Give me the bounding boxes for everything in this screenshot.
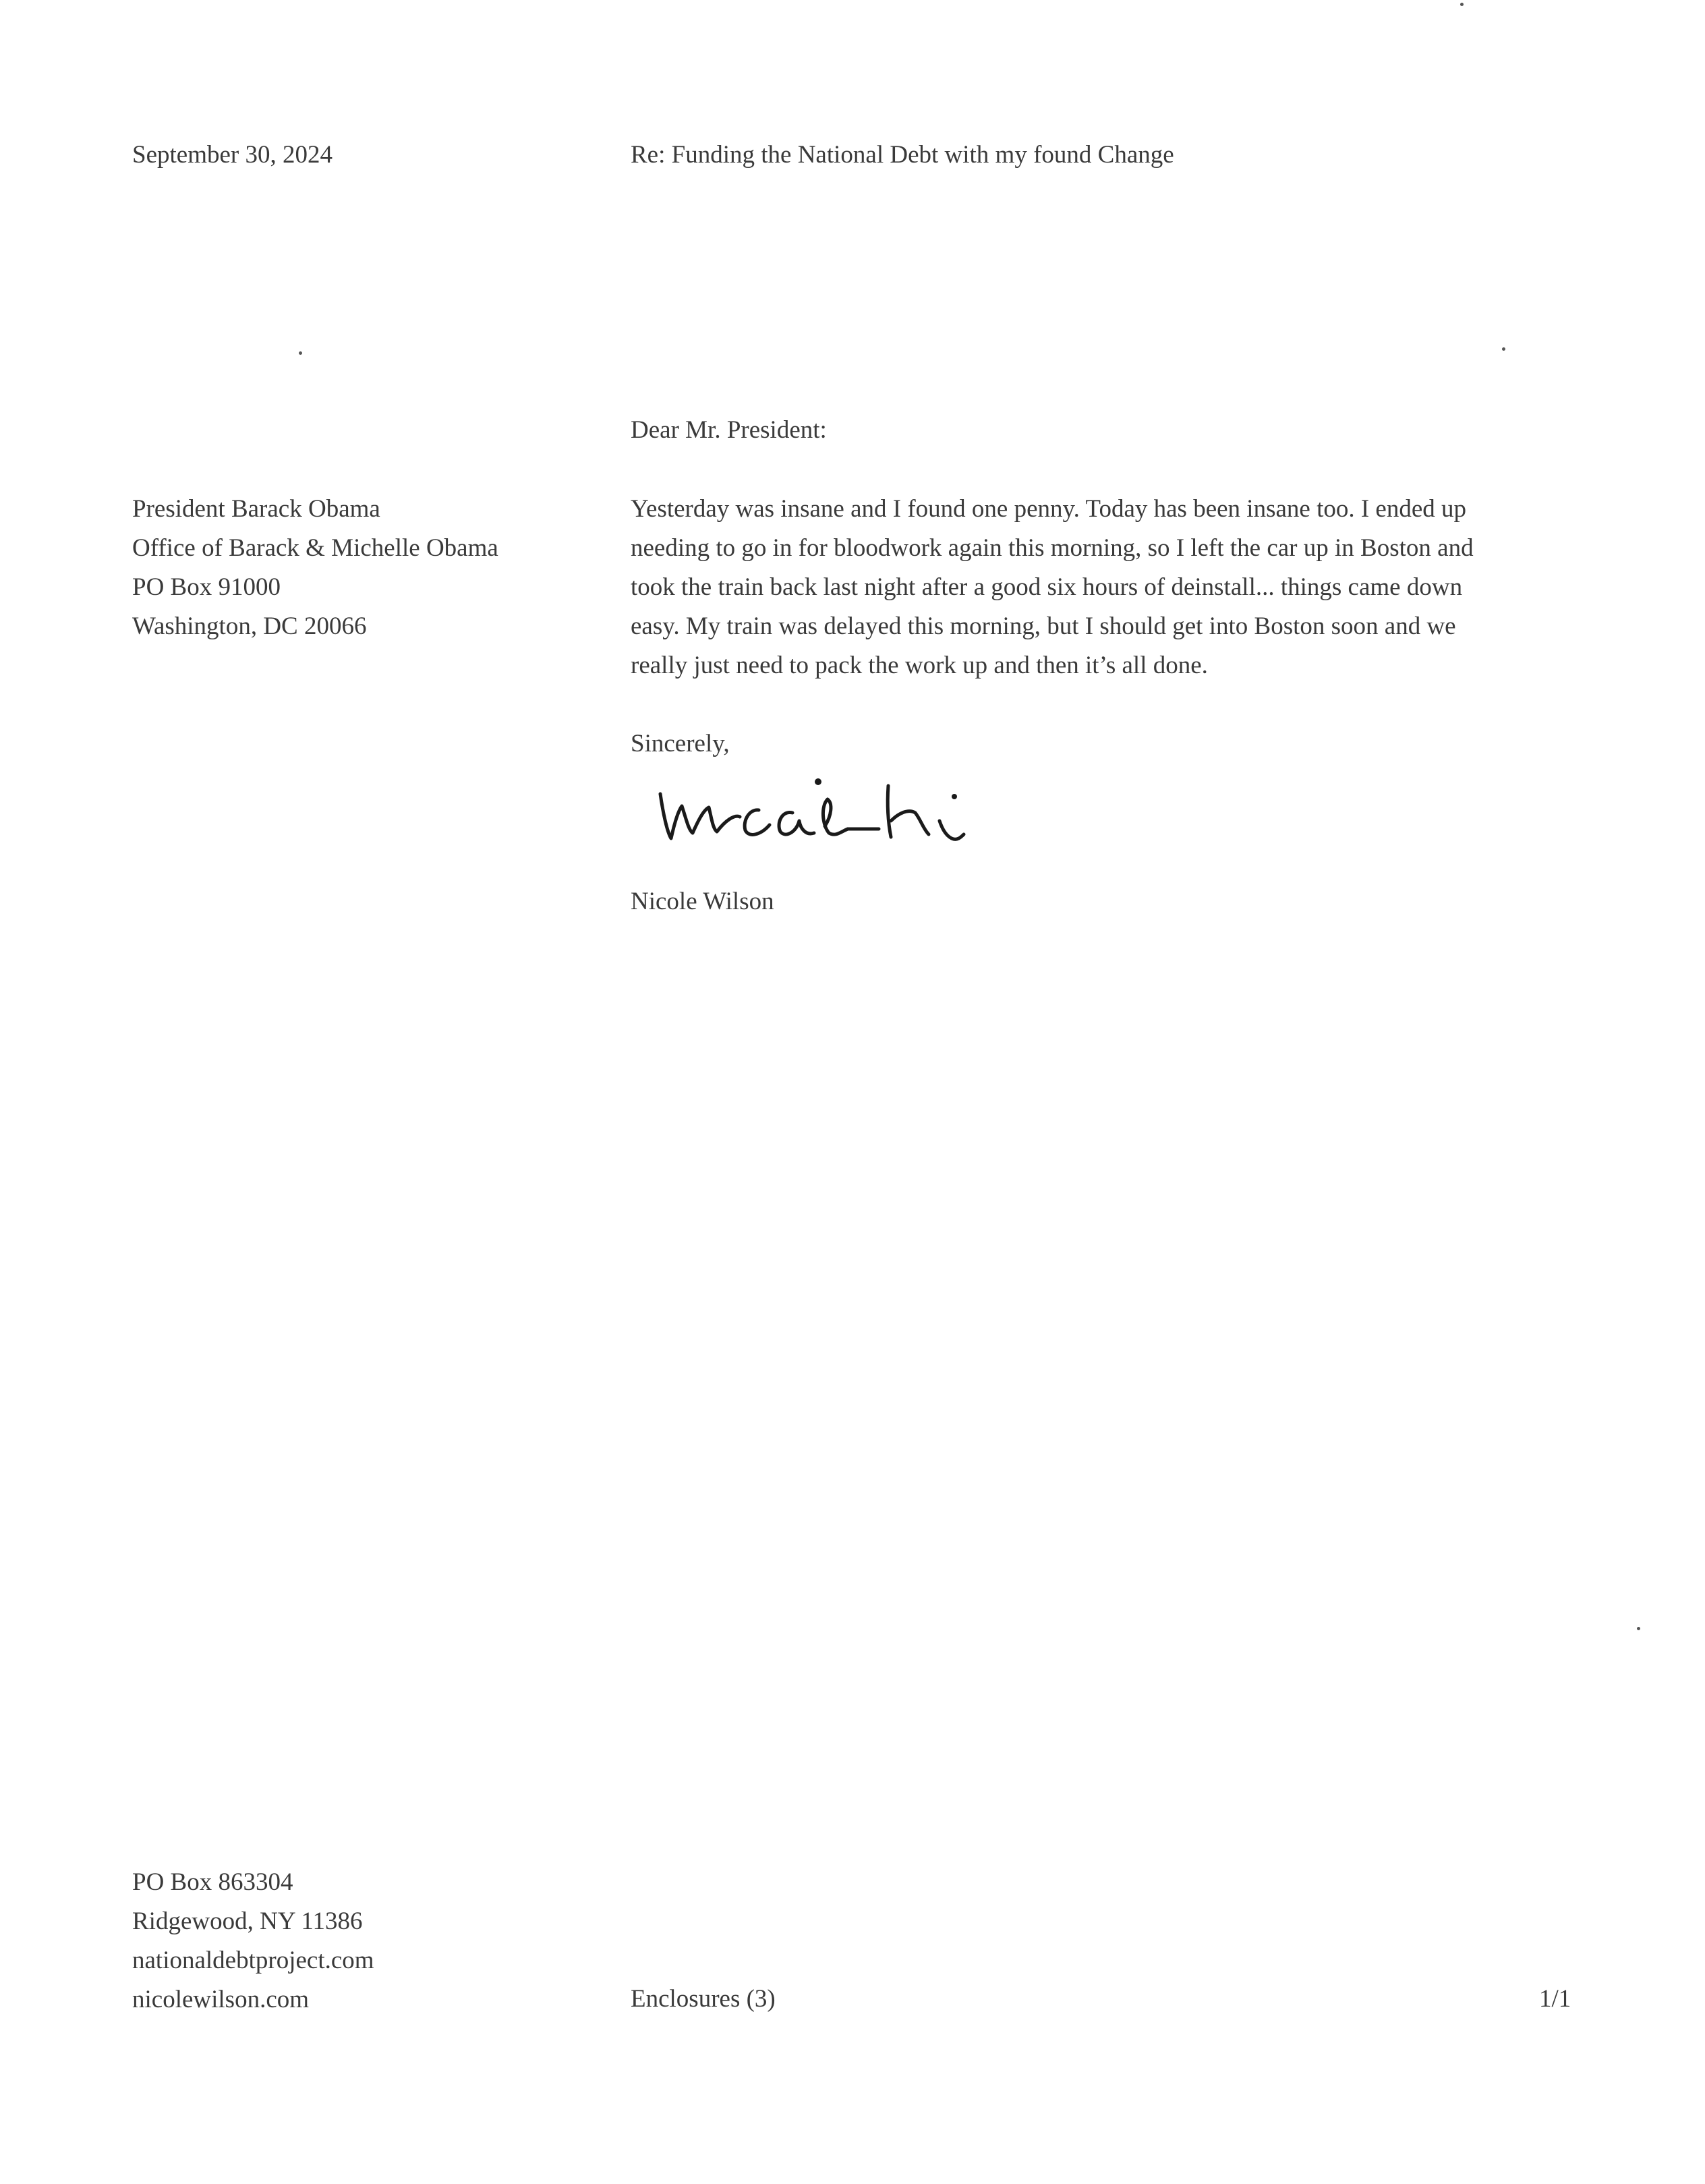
sender-website-link[interactable]: nicolewilson.com — [132, 1986, 310, 2013]
body-line: easy. My train was delayed this morning, but I should get into Boston soon and we — [631, 612, 1456, 640]
scan-speck — [1637, 1627, 1640, 1630]
salutation: Dear Mr. President: — [631, 416, 827, 444]
closing: Sincerely, — [631, 730, 730, 757]
sender-website-link[interactable]: nationaldebtproject.com — [132, 1947, 374, 1974]
body-line: really just need to pack the work up and then it’s all done. — [631, 652, 1208, 679]
letter-date: September 30, 2024 — [132, 141, 333, 169]
scan-speck — [299, 351, 302, 355]
enclosures-note: Enclosures (3) — [631, 1985, 776, 2013]
body-line: took the train back last night after a good six hours of deinstall... things came down — [631, 573, 1463, 601]
sender-address — [132, 1863, 374, 2019]
handwritten-signature — [651, 759, 1015, 863]
body-line: needing to go in for bloodwork again this morning, so I left the car up in Boston and — [631, 534, 1474, 562]
recipient-line: President Barack Obama — [132, 495, 380, 523]
recipient-line: Washington, DC 20066 — [132, 612, 367, 640]
sender-line: PO Box 863304 — [132, 1868, 293, 1896]
recipient-line: PO Box 91000 — [132, 573, 281, 601]
sender-line: Ridgewood, NY 11386 — [132, 1907, 363, 1935]
letter-subject: Re: Funding the National Debt with my found Change — [631, 141, 1174, 169]
recipient-line: Office of Barack & Michelle Obama — [132, 534, 498, 562]
scan-speck — [1460, 3, 1464, 6]
page-number: 1/1 — [1539, 1985, 1571, 2013]
signer-name: Nicole Wilson — [631, 888, 774, 915]
recipient-address — [132, 490, 498, 646]
letter-body — [631, 490, 1588, 685]
body-line: Yesterday was insane and I found one penny. Today has been insane too. I ended up — [631, 495, 1467, 523]
scan-speck — [1502, 347, 1505, 351]
